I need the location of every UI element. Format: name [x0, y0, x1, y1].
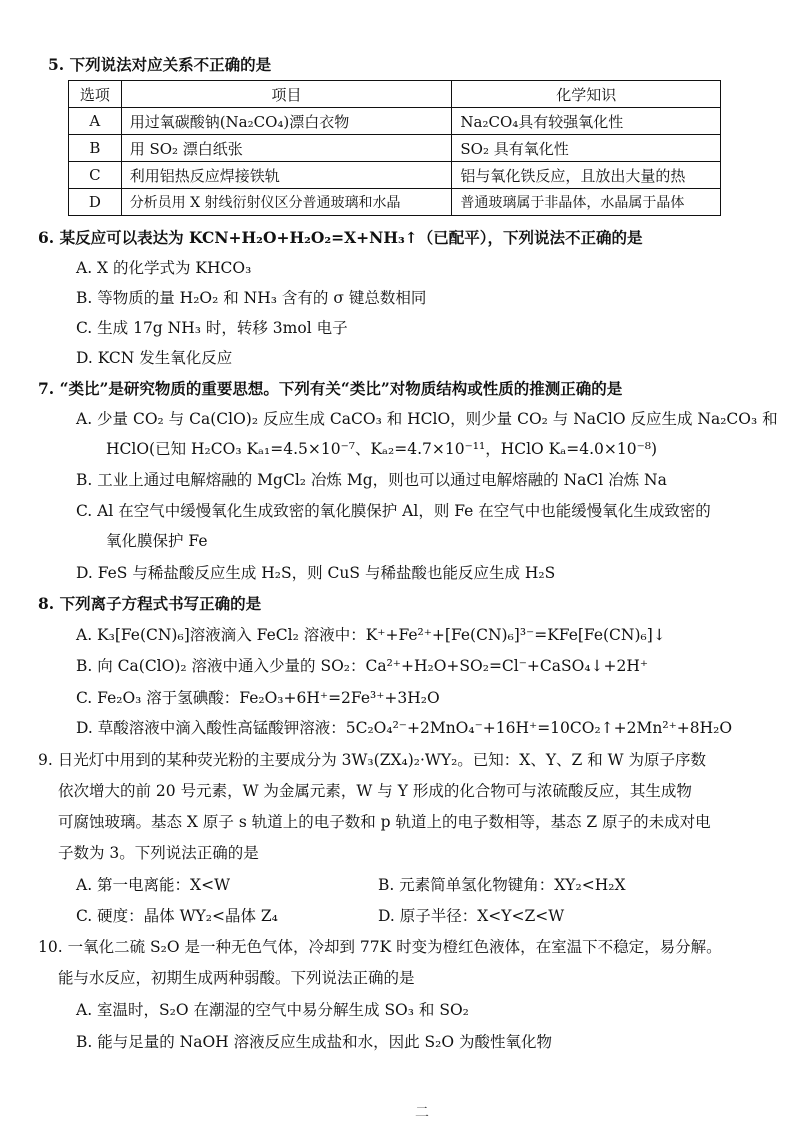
- q5-stem: 5. 下列说法对应关系不正确的是: [48, 55, 272, 74]
- table-row: [69, 108, 721, 135]
- page-footer: 二: [415, 1105, 429, 1121]
- q6-stem: 6. 某反应可以表达为 KCN+H₂O+H₂O₂=X+NH₃↑（已配平），下列说法不正确的是: [38, 228, 643, 247]
- q8-stem: 8. 下列离子方程式书写正确的是: [38, 594, 262, 613]
- q10-stem-line2: 能与水反应，初期生成两种弱酸。下列说法正确的是: [58, 969, 415, 987]
- q8-option-b: B. 向 Ca(ClO)₂ 溶液中通入少量的 SO₂：Ca²⁺+H₂O+SO₂=Cl⁻+CaSO₄↓+2H⁺: [76, 657, 649, 675]
- q6-option-b: B. 等物质的量 H₂O₂ 和 NH₃ 含有的 σ 键总数相同: [76, 289, 427, 307]
- table-row: [69, 189, 721, 216]
- row-item: 用过氧碳酸钠(Na₂CO₄)漂白衣物: [121, 108, 452, 135]
- row-option: A: [69, 108, 122, 135]
- q6-option-c: C. 生成 17g NH₃ 时，转移 3mol 电子: [76, 319, 348, 337]
- q9-option-b: B. 元素简单氢化物键角：XY₂<H₂X: [378, 876, 626, 894]
- q7-option-a-line1: A. 少量 CO₂ 与 Ca(ClO)₂ 反应生成 CaCO₃ 和 HClO，则少量 CO₂ 与 NaClO 反应生成 Na₂CO₃ 和: [76, 410, 778, 428]
- q10-option-a: A. 室温时，S₂O 在潮湿的空气中易分解生成 SO₃ 和 SO₂: [76, 1001, 469, 1019]
- q10-stem-line1: 10. 一氧化二硫 S₂O 是一种无色气体，冷却到 77K 时变为橙红色液体，在室温下不稳定，易分解。: [38, 938, 722, 956]
- row-option: C: [69, 162, 122, 189]
- q9-option-a: A. 第一电离能：X<W: [76, 876, 231, 894]
- q10-option-b: B. 能与足量的 NaOH 溶液反应生成盐和水，因此 S₂O 为酸性氧化物: [76, 1033, 553, 1051]
- row-item: 利用铝热反应焊接铁轨: [121, 162, 452, 189]
- q7-option-b: B. 工业上通过电解熔融的 MgCl₂ 冶炼 Mg，则也可以通过电解熔融的 NaCl 冶炼 Na: [76, 471, 667, 489]
- header-option: 选项: [69, 81, 122, 108]
- header-knowledge: 化学知识: [452, 81, 721, 108]
- q9-stem-line3: 可腐蚀玻璃。基态 X 原子 s 轨道上的电子数和 p 轨道上的电子数相等，基态 Z 原子的未成对电: [58, 813, 711, 831]
- row-item: 用 SO₂ 漂白纸张: [121, 135, 452, 162]
- q9-option-d: D. 原子半径：X<Y<Z<W: [378, 907, 565, 925]
- row-knowledge: SO₂ 具有氧化性: [452, 135, 721, 162]
- q8-option-d: D. 草酸溶液中滴入酸性高锰酸钾溶液：5C₂O₄²⁻+2MnO₄⁻+16H⁺=10CO₂↑+2Mn²⁺+8H₂O: [76, 719, 733, 737]
- q7-option-c-line1: C. Al 在空气中缓慢氧化生成致密的氧化膜保护 Al，则 Fe 在空气中也能缓慢氧化生成致密的: [76, 502, 711, 520]
- table-row: [69, 135, 721, 162]
- q7-option-a-line2: HClO(已知 H₂CO₃ Kₐ₁=4.5×10⁻⁷、Kₐ₂=4.7×10⁻¹¹，HClO Kₐ=4.0×10⁻⁸): [106, 440, 658, 458]
- q7-stem: 7. “类比”是研究物质的重要思想。下列有关“类比”对物质结构或性质的推测正确的是: [38, 379, 623, 398]
- header-item: 项目: [121, 81, 452, 108]
- q6-option-a: A. X 的化学式为 KHCO₃: [76, 259, 252, 277]
- q9-option-c: C. 硬度：晶体 WY₂<晶体 Z₄: [76, 907, 278, 925]
- row-option: D: [69, 189, 122, 216]
- q7-option-d: D. FeS 与稀盐酸反应生成 H₂S，则 CuS 与稀盐酸也能反应生成 H₂S: [76, 564, 556, 582]
- q9-stem-line1: 9. 日光灯中用到的某种荧光粉的主要成分为 3W₃(ZX₄)₂·WY₂。已知：X、Y、Z 和 W 为原子序数: [38, 751, 707, 769]
- row-knowledge: Na₂CO₄具有较强氧化性: [452, 108, 721, 135]
- q7-option-c-line2: 氧化膜保护 Fe: [106, 532, 208, 550]
- q5-table: [68, 80, 721, 216]
- table-row: [69, 162, 721, 189]
- row-option: B: [69, 135, 122, 162]
- q8-option-c: C. Fe₂O₃ 溶于氢碘酸：Fe₂O₃+6H⁺=2Fe³⁺+3H₂O: [76, 689, 440, 707]
- q9-stem-line4: 子数为 3。下列说法正确的是: [58, 844, 259, 862]
- row-knowledge: 铝与氧化铁反应，且放出大量的热: [452, 162, 721, 189]
- table-header-row: [69, 81, 721, 108]
- q8-option-a: A. K₃[Fe(CN)₆]溶液滴入 FeCl₂ 溶液中：K⁺+Fe²⁺+[Fe(CN)₆]³⁻=KFe[Fe(CN)₆]↓: [76, 626, 666, 644]
- q6-option-d: D. KCN 发生氧化反应: [76, 349, 233, 367]
- row-knowledge: 普通玻璃属于非晶体，水晶属于晶体: [452, 189, 721, 216]
- row-item: 分析员用 X 射线衍射仪区分普通玻璃和水晶: [121, 189, 452, 216]
- q9-stem-line2: 依次增大的前 20 号元素，W 为金属元素，W 与 Y 形成的化合物可与浓硫酸反应，其生成物: [58, 782, 692, 800]
